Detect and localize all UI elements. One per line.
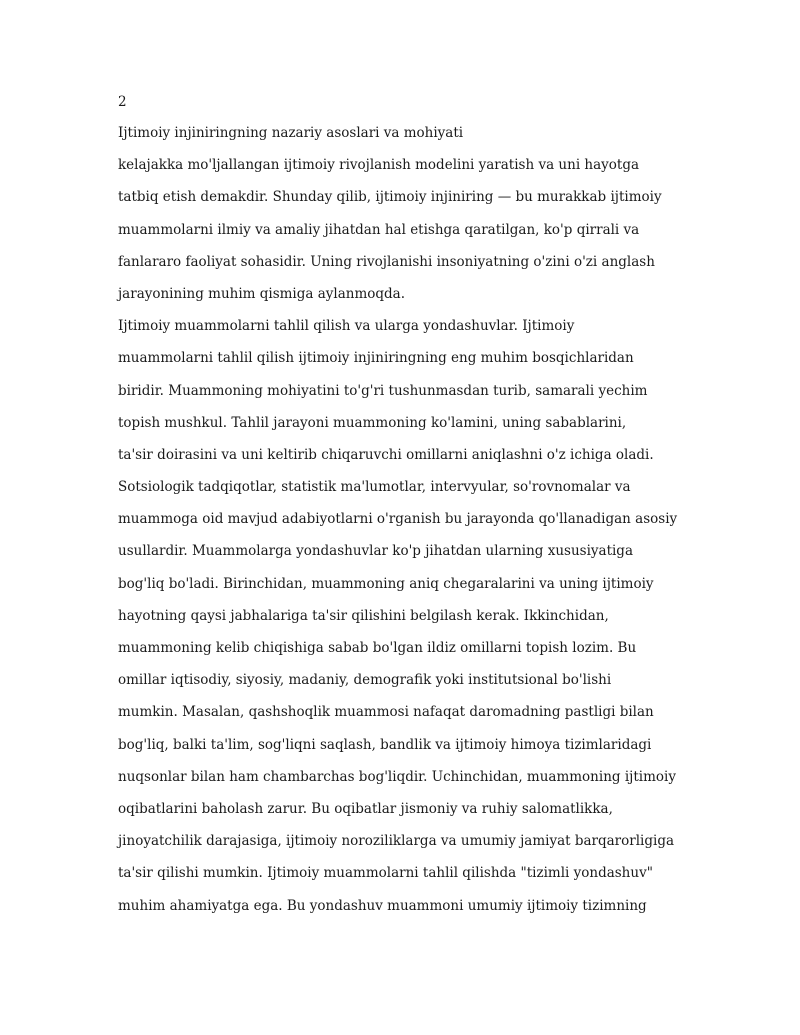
text-line: Ijtimoiy injiniringning nazariy asoslari va mohiyati bbox=[118, 125, 464, 141]
text-line: jinoyatchilik darajasiga, ijtimoiy noroziliklarga va umumiy jamiyat barqarorligiga bbox=[118, 833, 675, 850]
text-line: omillar iqtisodiy, siyosiy, madaniy, demografik yoki institutsional bo'lishi bbox=[118, 672, 612, 689]
text-line: fanlararo faoliyat sohasidir. Uning rivojlanishi insoniyatning o'zini o'zi anglash bbox=[118, 253, 655, 270]
text-line: oqibatlarini baholash zarur. Bu oqibatlar jismoniy va ruhiy salomatlikka, bbox=[118, 800, 613, 817]
text-line: bog'liq, balki ta'lim, sog'liqni saqlash, bandlik va ijtimoiy himoya tizimlaridagi bbox=[118, 736, 652, 753]
page-number: 2 bbox=[118, 94, 127, 110]
text-line: ta'sir doirasini va uni keltirib chiqaruvchi omillarni aniqlashni o'z ichiga oladi. bbox=[118, 446, 654, 463]
text-line: biridir. Muammoning mohiyatini to'g'ri tushunmasdan turib, samarali yechim bbox=[118, 382, 648, 399]
text-line: ta'sir qilishi mumkin. Ijtimoiy muammolarni tahlil qilishda "tizimli yondashuv" bbox=[118, 865, 653, 882]
text-line: muammoga oid mavjud adabiyotlarni o'rganish bu jarayonda qo'llanadigan asosiy bbox=[118, 511, 678, 528]
text-line: hayotning qaysi jabhalariga ta'sir qilishini belgilash kerak. Ikkinchidan, bbox=[118, 607, 609, 624]
text-line: kelajakka mo'ljallangan ijtimoiy rivojlanish modelini yaratish va uni hayotga bbox=[118, 157, 640, 174]
text-line: jarayonining muhim qismiga aylanmoqda. bbox=[118, 285, 406, 302]
text-line: tatbiq etish demakdir. Shunday qilib, ijtimoiy injiniring — bu murakkab ijtimoiy bbox=[118, 189, 662, 206]
text-line: muammolarni ilmiy va amaliy jihatdan hal etishga qaratilgan, ko'p qirrali va bbox=[118, 221, 640, 238]
text-line: topish mushkul. Tahlil jarayoni muammoning ko'lamini, uning sabablarini, bbox=[118, 414, 627, 431]
text-line: bog'liq bo'ladi. Birinchidan, muammoning aniq chegaralarini va uning ijtimoiy bbox=[118, 575, 654, 592]
text-line: nuqsonlar bilan ham chambarchas bog'liqdir. Uchinchidan, muammoning ijtimoiy bbox=[118, 768, 676, 785]
text-line: mumkin. Masalan, qashshoqlik muammosi nafaqat daromadning pastligi bilan bbox=[118, 704, 654, 721]
text-line: muammolarni tahlil qilish ijtimoiy injiniringning eng muhim bosqichlaridan bbox=[118, 350, 634, 367]
text-line: Ijtimoiy muammolarni tahlil qilish va ularga yondashuvlar. Ijtimoiy bbox=[118, 318, 575, 335]
document-body bbox=[118, 123, 718, 928]
text-line: usullardir. Muammolarga yondashuvlar ko'p jihatdan ularning xususiyatiga bbox=[118, 543, 633, 560]
text-line: muhim ahamiyatga ega. Bu yondashuv muammoni umumiy ijtimoiy tizimning bbox=[118, 897, 647, 914]
text-line: Sotsiologik tadqiqotlar, statistik ma'lumotlar, intervyular, so'rovnomalar va bbox=[118, 479, 631, 496]
text-line: muammoning kelib chiqishiga sabab bo'lgan ildiz omillarni topish lozim. Bu bbox=[118, 640, 637, 656]
